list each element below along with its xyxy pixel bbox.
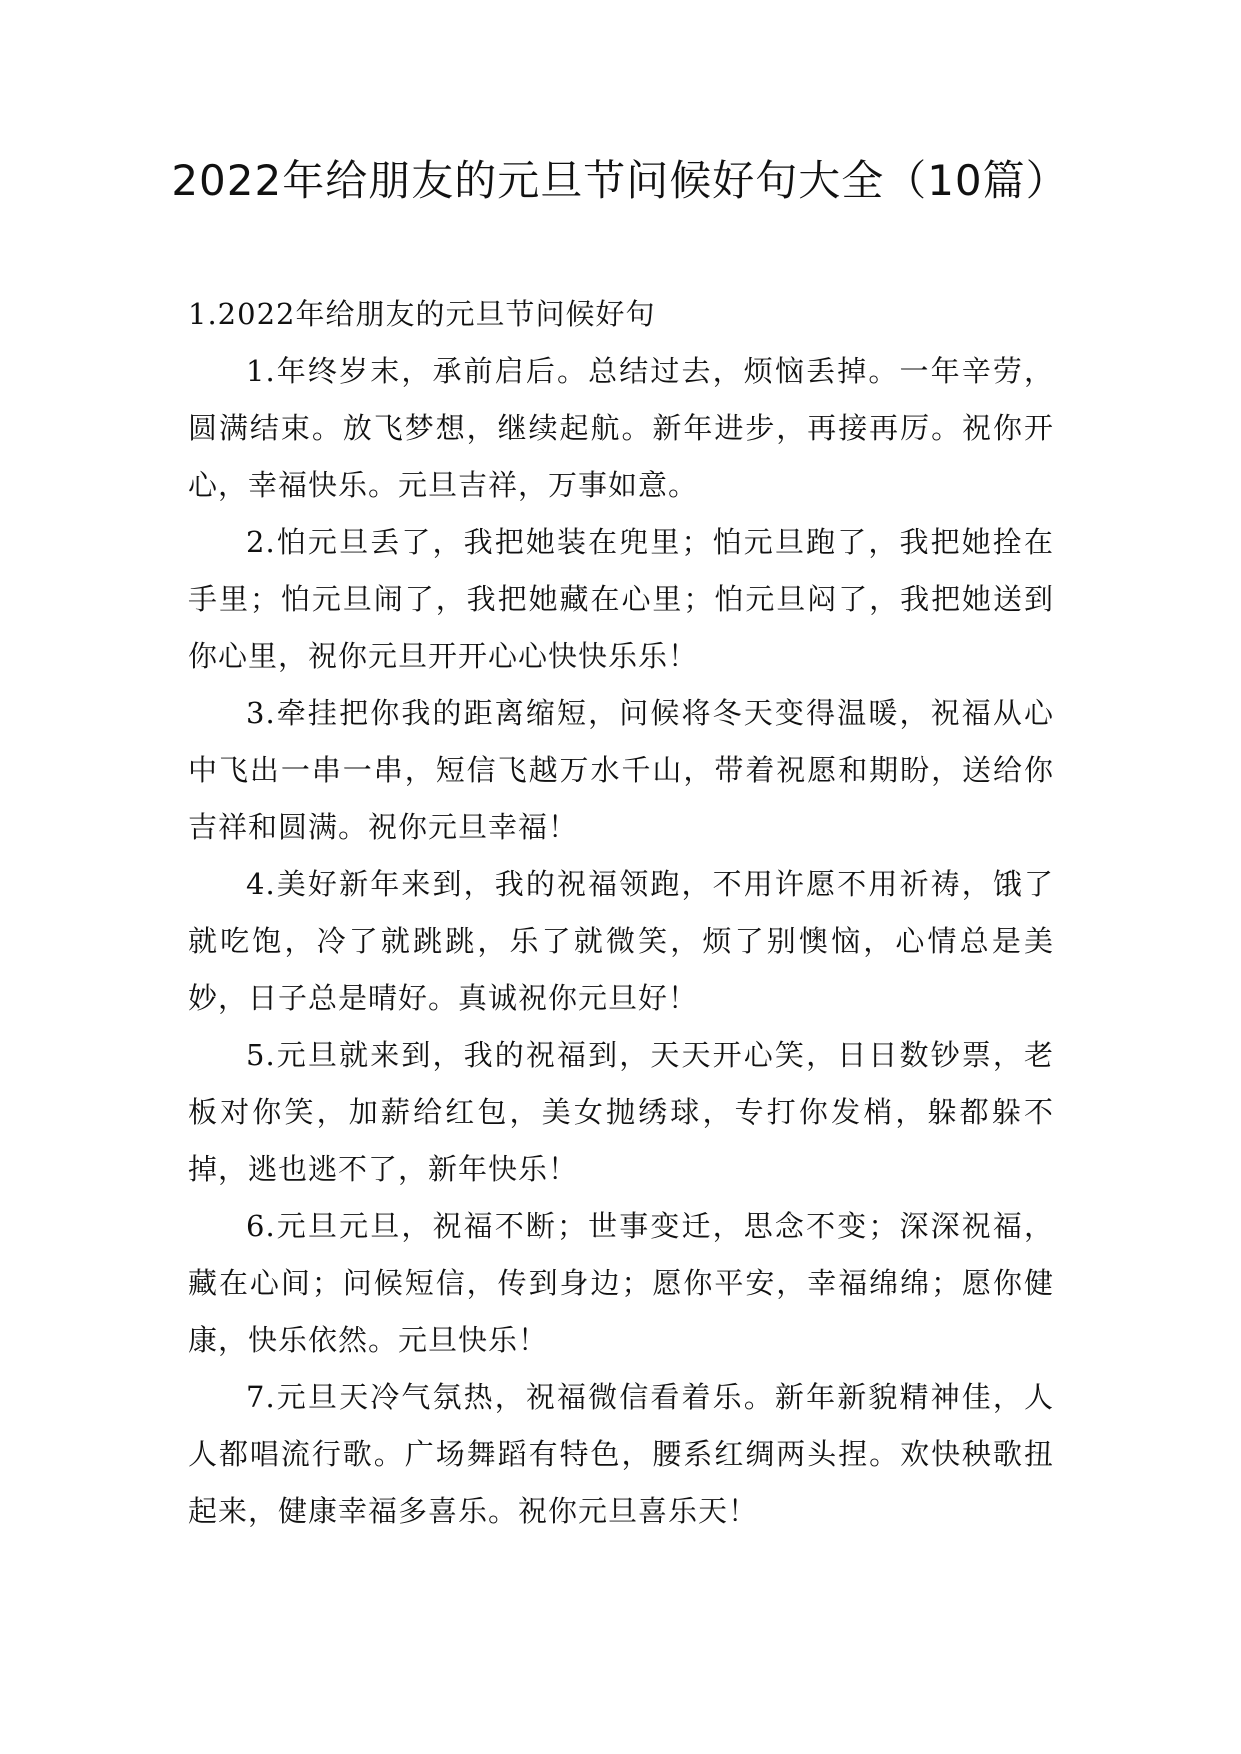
greeting-paragraph-2: 2.怕元旦丢了，我把她装在兜里；怕元旦跑了，我把她拴在手里；怕元旦闹了，我把她藏在心里；怕元旦闷了，我把她送到你心里，祝你元旦开开心心快快乐乐！ [188,525,1054,673]
greeting-paragraph-7: 7.元旦天冷气氛热，祝福微信看着乐。新年新貌精神佳，人人都唱流行歌。广场舞蹈有特色，腰系红绸两头捏。欢快秧歌扭起来，健康幸福多喜乐。祝你元旦喜乐天！ [188,1380,1054,1528]
greeting-paragraph-3: 3.牵挂把你我的距离缩短，问候将冬天变得温暖，祝福从心中飞出一串一串，短信飞越万水千山，带着祝愿和期盼，送给你吉祥和圆满。祝你元旦幸福！ [188,696,1054,844]
greeting-paragraph-4: 4.美好新年来到，我的祝福领跑，不用许愿不用祈祷，饿了就吃饱，冷了就跳跳，乐了就微笑，烦了别懊恼，心情总是美妙，日子总是晴好。真诚祝你元旦好！ [188,867,1054,1015]
section-heading: 1.2022年给朋友的元旦节问候好句 [188,297,656,331]
greeting-paragraph-1: 1.年终岁末，承前启后。总结过去，烦恼丢掉。一年辛劳，圆满结束。放飞梦想，继续起航。新年进步，再接再厉。祝你开心，幸福快乐。元旦吉祥，万事如意。 [188,354,1054,502]
document-title: 2022年给朋友的元旦节问候好句大全（10篇） [171,156,1069,205]
greeting-paragraph-5: 5.元旦就来到，我的祝福到，天天开心笑，日日数钞票，老板对你笑，加薪给红包，美女抛绣球，专打你发梢，躲都躲不掉，逃也逃不了，新年快乐！ [188,1038,1054,1186]
document-body [188,286,1054,1540]
greeting-paragraph-6: 6.元旦元旦，祝福不断；世事变迁，思念不变；深深祝福，藏在心间；问候短信，传到身边；愿你平安，幸福绵绵；愿你健康，快乐依然。元旦快乐！ [188,1209,1054,1357]
